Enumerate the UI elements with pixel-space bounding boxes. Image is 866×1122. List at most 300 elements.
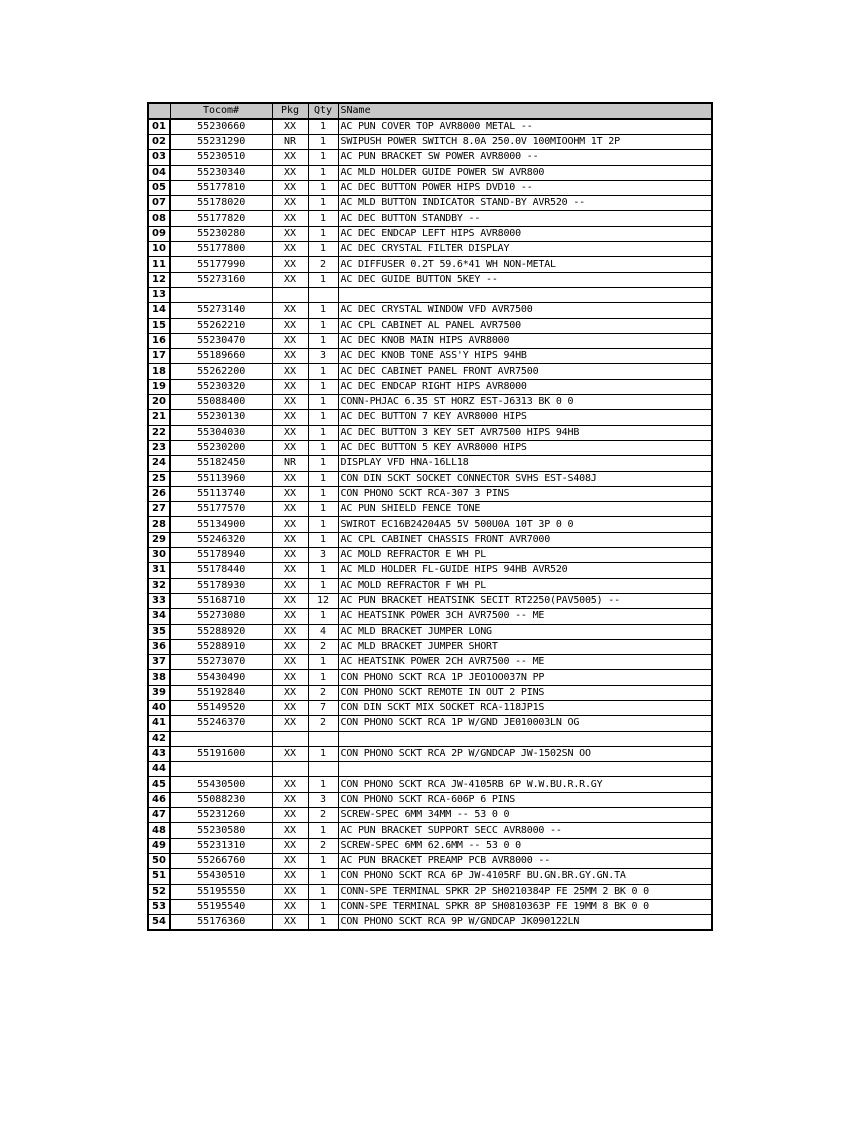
cell-qty: 1 [308,456,338,471]
cell-qty: 1 [308,670,338,685]
cell-sname: SCREW-SPEC 6MM 34MM -- 53 0 0 [338,808,712,823]
table-row [148,318,712,333]
cell-sname: AC MLD BUTTON INDICATOR STAND-BY AVR520 -- [338,196,712,211]
cell-pkg: XX [272,624,308,639]
cell-qty: 1 [308,272,338,287]
cell-qty: 1 [308,899,338,914]
cell-tocom: 55273080 [170,609,272,624]
cell-row-number: 23 [148,440,170,455]
cell-qty: 1 [308,823,338,838]
parts-list-table [147,102,713,931]
cell-row-number: 05 [148,180,170,195]
table-row [148,548,712,563]
cell-qty: 1 [308,119,338,135]
cell-tocom: 55288920 [170,624,272,639]
cell-row-number: 12 [148,272,170,287]
cell-sname: AC MOLD REFRACTOR E WH PL [338,548,712,563]
cell-pkg: XX [272,899,308,914]
cell-sname: CON DIN SCKT MIX SOCKET RCA-118JP1S [338,700,712,715]
cell-row-number: 51 [148,869,170,884]
table-row [148,440,712,455]
cell-sname: AC PUN COVER TOP AVR8000 METAL -- [338,119,712,135]
cell-qty: 2 [308,808,338,823]
cell-row-number: 21 [148,410,170,425]
cell-qty: 7 [308,700,338,715]
cell-tocom: 55230280 [170,226,272,241]
cell-row-number: 38 [148,670,170,685]
cell-qty: 1 [308,303,338,318]
cell-pkg: XX [272,165,308,180]
cell-row-number: 43 [148,746,170,761]
cell-pkg: XX [272,700,308,715]
cell-sname: CONN-SPE TERMINAL SPKR 2P SH0210384P FE 25MM 2 BK 0 0 [338,884,712,899]
table-row [148,777,712,792]
cell-sname: CON PHONO SCKT RCA 1P JEO1OO037N PP [338,670,712,685]
cell-sname [338,731,712,746]
cell-qty: 1 [308,915,338,931]
cell-row-number: 26 [148,486,170,501]
cell-pkg: XX [272,502,308,517]
cell-sname: AC DEC BUTTON STANDBY -- [338,211,712,226]
cell-row-number: 14 [148,303,170,318]
cell-tocom: 55304030 [170,425,272,440]
cell-tocom: 55262200 [170,364,272,379]
table-row [148,349,712,364]
cell-row-number: 33 [148,593,170,608]
cell-row-number: 34 [148,609,170,624]
cell-qty: 1 [308,532,338,547]
cell-pkg: XX [272,532,308,547]
cell-pkg: XX [272,853,308,868]
cell-pkg: XX [272,593,308,608]
cell-pkg: XX [272,777,308,792]
cell-row-number: 41 [148,716,170,731]
cell-row-number: 32 [148,578,170,593]
table-row [148,502,712,517]
cell-row-number: 07 [148,196,170,211]
cell-sname: AC MLD BRACKET JUMPER SHORT [338,639,712,654]
header-tocom: Tocom# [170,103,272,119]
cell-pkg: XX [272,716,308,731]
cell-row-number: 31 [148,563,170,578]
cell-tocom: 55246370 [170,716,272,731]
cell-tocom: 55195550 [170,884,272,899]
cell-tocom: 55230580 [170,823,272,838]
cell-sname: CON PHONO SCKT RCA JW-4105RB 6P W.W.BU.R.R.GY [338,777,712,792]
cell-pkg: XX [272,303,308,318]
cell-sname: AC HEATSINK POWER 3CH AVR7500 -- ME [338,609,712,624]
cell-tocom [170,762,272,777]
cell-tocom: 55191600 [170,746,272,761]
cell-tocom: 55113740 [170,486,272,501]
cell-sname: CON PHONO SCKT RCA 9P W/GNDCAP JK090122LN [338,915,712,931]
cell-tocom: 55177800 [170,242,272,257]
table-row [148,762,712,777]
cell-row-number: 01 [148,119,170,135]
cell-qty: 2 [308,685,338,700]
cell-tocom: 55230660 [170,119,272,135]
cell-qty: 1 [308,609,338,624]
cell-sname: AC DEC CABINET PANEL FRONT AVR7500 [338,364,712,379]
cell-tocom: 55113960 [170,471,272,486]
table-row [148,915,712,931]
cell-tocom [170,287,272,302]
cell-pkg: XX [272,639,308,654]
cell-pkg: XX [272,517,308,532]
table-row [148,410,712,425]
cell-row-number: 50 [148,853,170,868]
cell-row-number: 19 [148,379,170,394]
cell-qty [308,731,338,746]
cell-pkg: XX [272,884,308,899]
cell-sname: AC CPL CABINET AL PANEL AVR7500 [338,318,712,333]
cell-tocom: 55177820 [170,211,272,226]
cell-pkg: XX [272,578,308,593]
cell-qty: 3 [308,548,338,563]
cell-qty: 1 [308,165,338,180]
cell-qty: 1 [308,318,338,333]
cell-sname: SWIROT EC16B24204A5 5V 500U0A 10T 3P 0 0 [338,517,712,532]
cell-pkg: XX [272,563,308,578]
table-row [148,532,712,547]
cell-row-number: 54 [148,915,170,931]
cell-tocom: 55230470 [170,333,272,348]
cell-pkg: XX [272,471,308,486]
cell-sname: CON PHONO SCKT RCA-307 3 PINS [338,486,712,501]
cell-tocom: 55177570 [170,502,272,517]
cell-sname: CON PHONO SCKT RCA 1P W/GND JE010003LN OG [338,716,712,731]
cell-pkg: XX [272,395,308,410]
cell-tocom: 55088230 [170,792,272,807]
table-row [148,838,712,853]
cell-sname: AC DEC BUTTON 3 KEY SET AVR7500 HIPS 94HB [338,425,712,440]
cell-tocom: 55088400 [170,395,272,410]
cell-tocom: 55182450 [170,456,272,471]
cell-row-number: 24 [148,456,170,471]
table-row [148,425,712,440]
parts-table-body [148,119,712,930]
cell-row-number: 37 [148,655,170,670]
cell-pkg: XX [272,272,308,287]
cell-tocom: 55178940 [170,548,272,563]
table-row [148,624,712,639]
cell-row-number: 13 [148,287,170,302]
cell-row-number: 35 [148,624,170,639]
cell-row-number: 52 [148,884,170,899]
table-row [148,287,712,302]
cell-qty: 1 [308,517,338,532]
cell-row-number: 44 [148,762,170,777]
cell-pkg: XX [272,838,308,853]
table-row [148,211,712,226]
table-row [148,731,712,746]
table-row [148,196,712,211]
cell-sname: DISPLAY VFD HNA-16LL18 [338,456,712,471]
cell-sname: AC PUN BRACKET PREAMP PCB AVR8000 -- [338,853,712,868]
cell-qty: 3 [308,792,338,807]
cell-pkg: XX [272,486,308,501]
cell-row-number: 03 [148,150,170,165]
cell-sname: AC PUN BRACKET SUPPORT SECC AVR8000 -- [338,823,712,838]
cell-qty: 2 [308,716,338,731]
cell-pkg: XX [272,808,308,823]
cell-tocom: 55230320 [170,379,272,394]
cell-row-number: 36 [148,639,170,654]
cell-tocom: 55273140 [170,303,272,318]
cell-tocom: 55177990 [170,257,272,272]
cell-row-number: 09 [148,226,170,241]
cell-row-number: 11 [148,257,170,272]
cell-tocom: 55178020 [170,196,272,211]
cell-sname: CONN-PHJAC 6.35 ST HORZ EST-J6313 BK 0 0 [338,395,712,410]
cell-tocom: 55134900 [170,517,272,532]
cell-qty: 1 [308,150,338,165]
cell-pkg: XX [272,792,308,807]
cell-pkg: XX [272,226,308,241]
table-row [148,333,712,348]
table-row [148,700,712,715]
table-row [148,578,712,593]
cell-sname: AC PUN SHIELD FENCE TONE [338,502,712,517]
table-row [148,853,712,868]
cell-sname [338,287,712,302]
cell-qty: 1 [308,471,338,486]
cell-qty: 4 [308,624,338,639]
cell-qty: 1 [308,777,338,792]
cell-qty: 2 [308,639,338,654]
cell-tocom: 55430500 [170,777,272,792]
table-row [148,242,712,257]
cell-sname: AC PUN BRACKET SW POWER AVR8000 -- [338,150,712,165]
cell-qty: 3 [308,349,338,364]
cell-tocom [170,731,272,746]
table-row [148,135,712,150]
table-row [148,792,712,807]
table-row [148,716,712,731]
cell-row-number: 53 [148,899,170,914]
header-qty: Qty [308,103,338,119]
table-row [148,517,712,532]
cell-pkg: XX [272,150,308,165]
cell-tocom: 55231310 [170,838,272,853]
table-row [148,379,712,394]
cell-pkg [272,731,308,746]
cell-pkg: XX [272,655,308,670]
cell-pkg: XX [272,196,308,211]
cell-sname: AC MLD HOLDER FL-GUIDE HIPS 94HB AVR520 [338,563,712,578]
cell-sname: CON PHONO SCKT RCA 6P JW-4105RF BU.GN.BR.GY.GN.TA [338,869,712,884]
table-row [148,593,712,608]
cell-tocom: 55230200 [170,440,272,455]
cell-pkg: XX [272,609,308,624]
cell-pkg: XX [272,242,308,257]
cell-tocom: 55231290 [170,135,272,150]
cell-sname: AC DEC BUTTON POWER HIPS DVD10 -- [338,180,712,195]
cell-tocom: 55430510 [170,869,272,884]
cell-tocom: 55273070 [170,655,272,670]
cell-qty: 1 [308,364,338,379]
cell-sname: AC DEC KNOB MAIN HIPS AVR8000 [338,333,712,348]
cell-sname: CON PHONO SCKT REMOTE IN OUT 2 PINS [338,685,712,700]
cell-qty: 1 [308,379,338,394]
cell-sname: SWIPUSH POWER SWITCH 8.0A 250.0V 100MIOOHM 1T 2P [338,135,712,150]
header-sname: SName [338,103,712,119]
cell-sname: CON PHONO SCKT RCA-606P 6 PINS [338,792,712,807]
cell-pkg: XX [272,440,308,455]
table-row [148,685,712,700]
cell-pkg: XX [272,869,308,884]
cell-pkg: XX [272,211,308,226]
cell-sname: AC DEC ENDCAP RIGHT HIPS AVR8000 [338,379,712,394]
cell-tocom: 55176360 [170,915,272,931]
cell-pkg: NR [272,456,308,471]
cell-qty: 1 [308,211,338,226]
cell-pkg: XX [272,670,308,685]
cell-row-number: 18 [148,364,170,379]
cell-row-number: 48 [148,823,170,838]
cell-qty: 1 [308,395,338,410]
cell-row-number: 02 [148,135,170,150]
header-pkg: Pkg [272,103,308,119]
cell-sname: AC MOLD REFRACTOR F WH PL [338,578,712,593]
table-row [148,364,712,379]
cell-sname: AC DEC CRYSTAL WINDOW VFD AVR7500 [338,303,712,318]
cell-tocom: 55177810 [170,180,272,195]
cell-qty: 1 [308,180,338,195]
table-row [148,257,712,272]
cell-sname: AC DEC CRYSTAL FILTER DISPLAY [338,242,712,257]
cell-sname: AC DEC BUTTON 5 KEY AVR8000 HIPS [338,440,712,455]
header-row-number [148,103,170,119]
cell-pkg [272,287,308,302]
cell-row-number: 04 [148,165,170,180]
table-row [148,884,712,899]
cell-sname: AC MLD HOLDER GUIDE POWER SW AVR800 [338,165,712,180]
cell-row-number: 45 [148,777,170,792]
cell-qty [308,287,338,302]
cell-tocom: 55195540 [170,899,272,914]
cell-pkg: XX [272,746,308,761]
table-row [148,180,712,195]
cell-tocom: 55230130 [170,410,272,425]
cell-row-number: 29 [148,532,170,547]
table-row [148,119,712,135]
cell-tocom: 55266760 [170,853,272,868]
cell-tocom: 55178930 [170,578,272,593]
table-row [148,609,712,624]
table-row [148,303,712,318]
cell-pkg: NR [272,135,308,150]
cell-row-number: 08 [148,211,170,226]
cell-row-number: 27 [148,502,170,517]
cell-pkg: XX [272,349,308,364]
cell-row-number: 20 [148,395,170,410]
table-row [148,655,712,670]
table-row [148,272,712,287]
cell-pkg: XX [272,180,308,195]
cell-sname: AC CPL CABINET CHASSIS FRONT AVR7000 [338,532,712,547]
cell-row-number: 25 [148,471,170,486]
cell-qty: 1 [308,196,338,211]
cell-qty: 1 [308,578,338,593]
cell-qty: 1 [308,853,338,868]
cell-pkg [272,762,308,777]
cell-pkg: XX [272,119,308,135]
cell-sname [338,762,712,777]
cell-qty [308,762,338,777]
cell-pkg: XX [272,685,308,700]
cell-qty: 1 [308,333,338,348]
cell-sname: AC DEC BUTTON 7 KEY AVR8000 HIPS [338,410,712,425]
cell-sname: CONN-SPE TERMINAL SPKR 8P SH0810363P FE 19MM 8 BK 0 0 [338,899,712,914]
table-row [148,471,712,486]
cell-row-number: 17 [148,349,170,364]
cell-pkg: XX [272,915,308,931]
cell-qty: 1 [308,655,338,670]
table-row [148,899,712,914]
cell-tocom: 55430490 [170,670,272,685]
cell-sname: CON DIN SCKT SOCKET CONNECTOR SVHS EST-S408J [338,471,712,486]
cell-row-number: 30 [148,548,170,563]
cell-sname: AC PUN BRACKET HEATSINK SECIT RT2250(PAV5005) -- [338,593,712,608]
table-row [148,226,712,241]
cell-pkg: XX [272,364,308,379]
cell-qty: 1 [308,746,338,761]
table-header-row [148,103,712,119]
table-row [148,639,712,654]
cell-tocom: 55149520 [170,700,272,715]
cell-tocom: 55262210 [170,318,272,333]
cell-row-number: 47 [148,808,170,823]
cell-qty: 1 [308,502,338,517]
table-row [148,456,712,471]
cell-row-number: 22 [148,425,170,440]
cell-row-number: 42 [148,731,170,746]
cell-sname: AC DEC ENDCAP LEFT HIPS AVR8000 [338,226,712,241]
cell-sname: AC MLD BRACKET JUMPER LONG [338,624,712,639]
cell-tocom: 55288910 [170,639,272,654]
table-row [148,746,712,761]
table-row [148,165,712,180]
cell-pkg: XX [272,318,308,333]
cell-qty: 1 [308,884,338,899]
table-row [148,563,712,578]
cell-qty: 1 [308,869,338,884]
cell-qty: 2 [308,257,338,272]
table-row [148,486,712,501]
cell-qty: 1 [308,425,338,440]
cell-sname: AC DEC KNOB TONE ASS'Y HIPS 94HB [338,349,712,364]
cell-pkg: XX [272,425,308,440]
cell-qty: 2 [308,838,338,853]
cell-qty: 1 [308,563,338,578]
table-row [148,808,712,823]
cell-qty: 1 [308,226,338,241]
cell-row-number: 15 [148,318,170,333]
cell-qty: 1 [308,242,338,257]
cell-row-number: 46 [148,792,170,807]
cell-qty: 1 [308,486,338,501]
cell-tocom: 55178440 [170,563,272,578]
cell-sname: AC HEATSINK POWER 2CH AVR7500 -- ME [338,655,712,670]
cell-tocom: 55273160 [170,272,272,287]
table-row [148,395,712,410]
cell-pkg: XX [272,823,308,838]
cell-sname: AC DEC GUIDE BUTTON 5KEY -- [338,272,712,287]
cell-row-number: 49 [148,838,170,853]
cell-pkg: XX [272,257,308,272]
cell-pkg: XX [272,410,308,425]
